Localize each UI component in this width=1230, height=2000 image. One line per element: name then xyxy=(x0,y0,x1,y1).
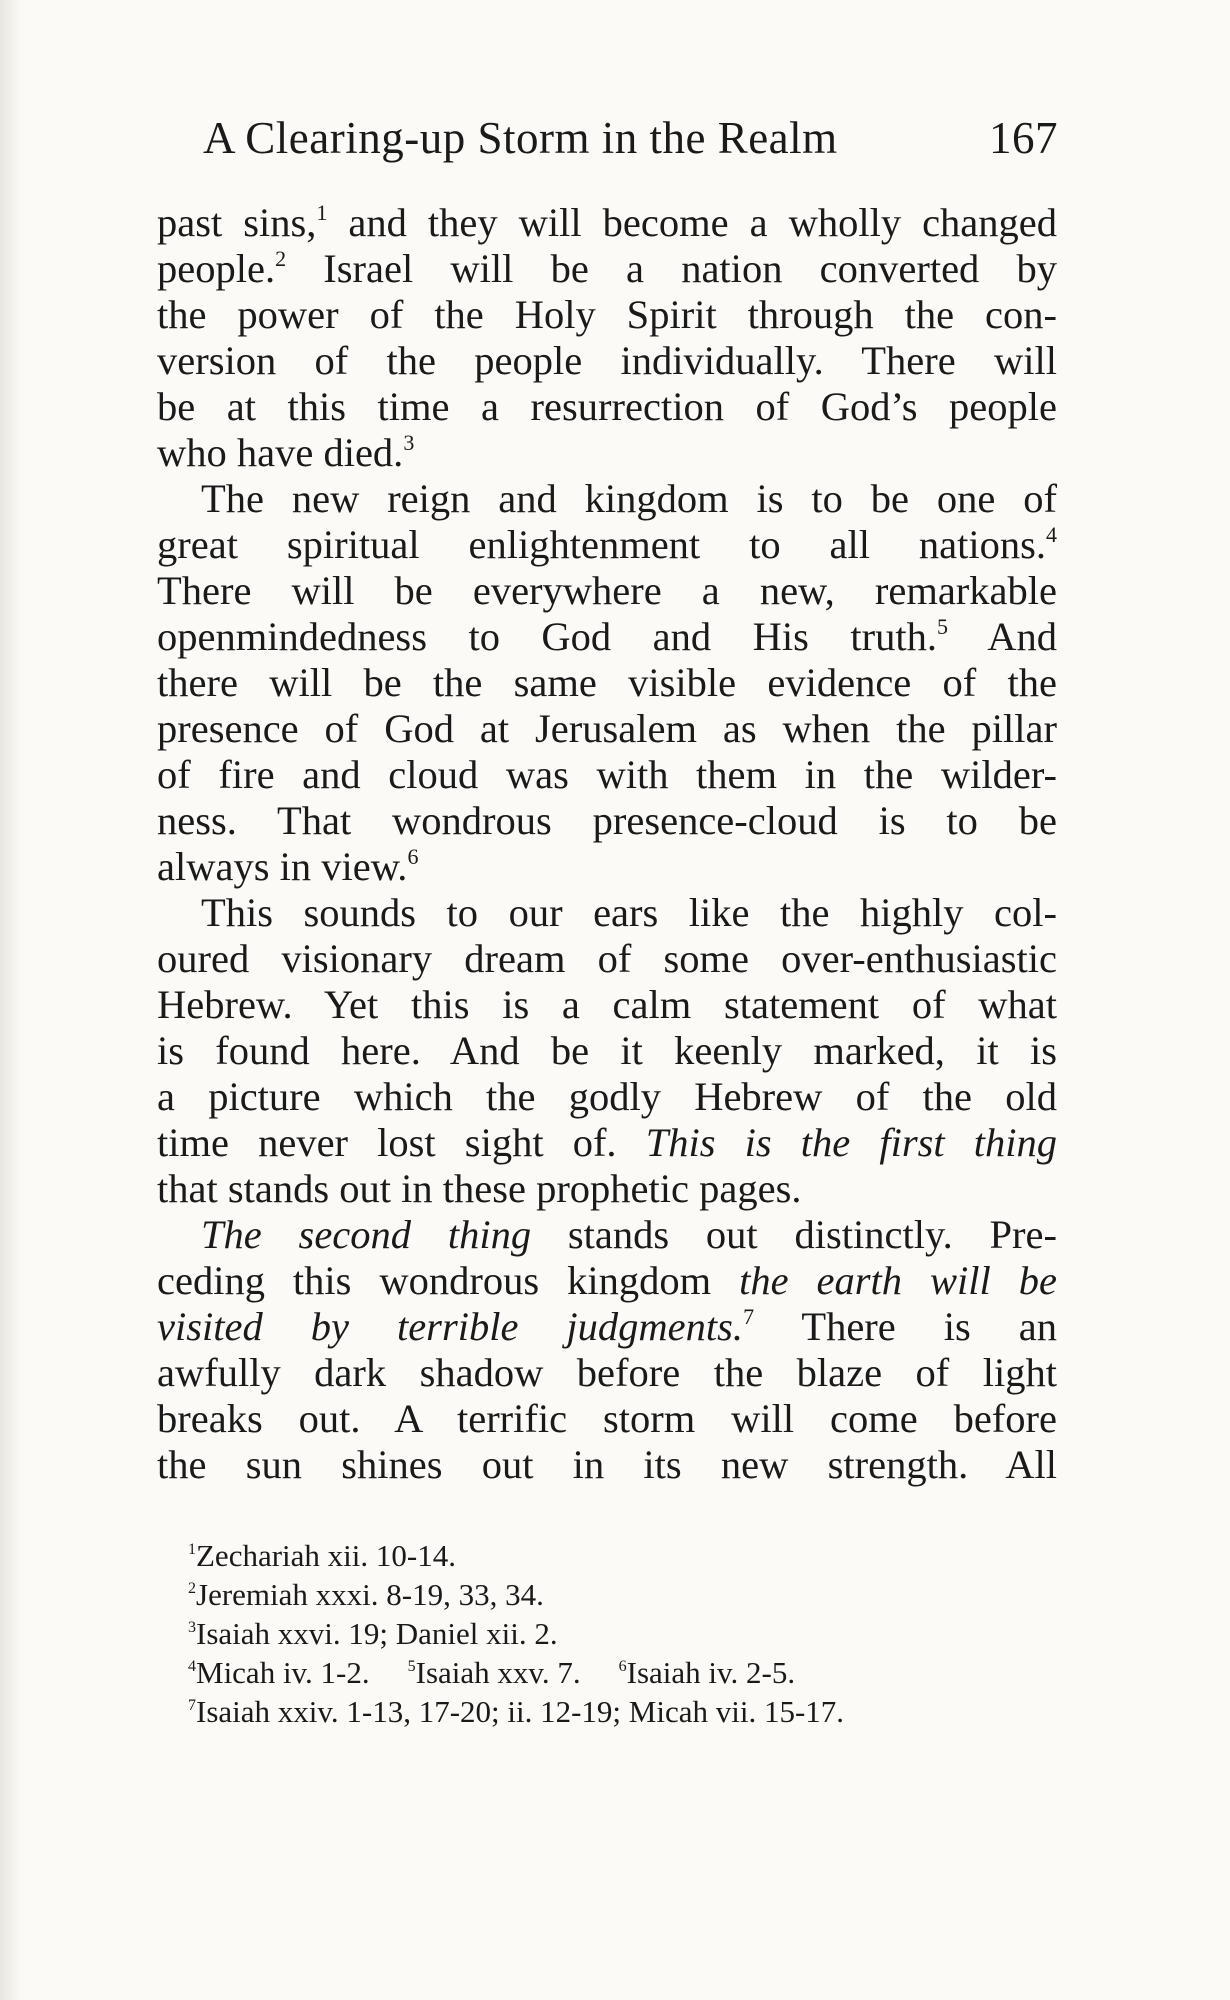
italic-text: The second thing xyxy=(201,1212,532,1257)
text-run: who have died. xyxy=(157,430,404,475)
text-run: be at this time a resurrection of God’s people xyxy=(157,384,1057,429)
body-line xyxy=(157,292,1057,338)
body-line xyxy=(157,1120,1057,1166)
text-run: Isaiah xxiv. 1-13, 17-20; ii. 12-19; Micah vii. 15-17. xyxy=(196,1694,845,1729)
body-line xyxy=(157,660,1057,706)
text-run: of fire and cloud was with them in the wilder- xyxy=(157,752,1057,797)
body-line xyxy=(157,430,1057,476)
text-run: This sounds to our ears like the highly col- xyxy=(201,890,1057,935)
footnote-marker: 5 xyxy=(937,614,948,639)
text-run: Israel will be a nation converted by xyxy=(286,246,1057,291)
body-line xyxy=(157,1212,1057,1258)
body-line xyxy=(157,890,1057,936)
footnote-marker: 3 xyxy=(188,1619,196,1636)
running-title: A Clearing-up Storm in the Realm xyxy=(203,113,838,163)
text-run: There will be everywhere a new, remarkable xyxy=(157,568,1057,613)
footnote-marker: 7 xyxy=(743,1304,755,1329)
running-header xyxy=(203,112,1058,172)
body-line xyxy=(157,936,1057,982)
text-run: always in view. xyxy=(157,844,408,889)
body-line xyxy=(157,522,1057,568)
text-run: ceding this wondrous kingdom xyxy=(157,1258,740,1303)
footnote-marker: 3 xyxy=(403,430,415,455)
italic-text: visited by terrible judgments. xyxy=(157,1304,744,1349)
text-run: Zechariah xii. 10-14. xyxy=(196,1538,456,1573)
italic-text: the earth will be xyxy=(739,1258,1057,1303)
text-run: Isaiah xxv. 7. xyxy=(415,1655,581,1690)
footnote-marker: 4 xyxy=(188,1658,196,1675)
text-run: the power of the Holy Spirit through the con- xyxy=(157,292,1057,337)
text-run: awfully dark shadow before the blaze of light xyxy=(157,1350,1057,1395)
body-line xyxy=(157,1258,1057,1304)
text-run: that stands out in these prophetic pages. xyxy=(157,1166,802,1211)
footnote-marker: 6 xyxy=(407,844,419,869)
text-run: there will be the same visible evidence of the xyxy=(157,660,1057,705)
body-line xyxy=(157,844,1057,890)
body-line xyxy=(157,982,1057,1028)
body-line xyxy=(157,706,1057,752)
footnote-line xyxy=(188,1692,1068,1731)
text-run: and they will become a wholly changed xyxy=(327,200,1058,245)
footnotes xyxy=(188,1536,1068,1731)
body-line xyxy=(157,1028,1057,1074)
body-line xyxy=(157,476,1057,522)
footnote-line xyxy=(188,1575,1068,1614)
body-line xyxy=(157,246,1057,292)
body-line xyxy=(157,1304,1057,1350)
footnote-marker: 5 xyxy=(407,1658,416,1675)
italic-text: This is the first thing xyxy=(645,1120,1057,1165)
footnote-marker: 1 xyxy=(188,1541,196,1558)
body-text xyxy=(157,200,1057,1488)
text-run: great spiritual enlightenment to all nations. xyxy=(157,522,1046,567)
body-line xyxy=(157,200,1057,246)
text-run: a picture which the godly Hebrew of the old xyxy=(157,1074,1057,1119)
page-number: 167 xyxy=(989,113,1058,163)
text-run: is found here. And be it keenly marked, it is xyxy=(157,1028,1057,1073)
footnote-marker: 6 xyxy=(618,1658,627,1675)
footnote-marker: 1 xyxy=(316,200,328,225)
text-run: The new reign and kingdom is to be one of xyxy=(201,476,1057,521)
footnote-line xyxy=(188,1653,1068,1692)
text-run: Jeremiah xxxi. 8-19, 33, 34. xyxy=(196,1577,544,1612)
text-run: time never lost sight of. xyxy=(157,1120,646,1165)
footnote-line xyxy=(188,1614,1068,1653)
footnote-marker: 2 xyxy=(275,246,287,271)
page-edge-shadow xyxy=(0,0,22,2000)
body-line xyxy=(157,614,1057,660)
text-run: presence of God at Jerusalem as when the pillar xyxy=(157,706,1057,751)
text-run: oured visionary dream of some over-enthusiastic xyxy=(157,936,1057,981)
text-run: version of the people individually. There will xyxy=(157,338,1057,383)
body-line xyxy=(157,338,1057,384)
text-run: Hebrew. Yet this is a calm statement of what xyxy=(157,982,1057,1027)
text-run: stands out distinctly. Pre- xyxy=(531,1212,1058,1257)
footnote-marker: 2 xyxy=(188,1580,196,1597)
text-run: breaks out. A terrific storm will come before xyxy=(157,1396,1057,1441)
body-line xyxy=(157,568,1057,614)
text-run: openmindedness to God and His truth. xyxy=(157,614,937,659)
text-run: Micah iv. 1-2. xyxy=(196,1655,370,1690)
text-run: past sins, xyxy=(157,200,317,245)
body-line xyxy=(157,1396,1057,1442)
body-line xyxy=(157,752,1057,798)
footnote-marker: 4 xyxy=(1046,522,1057,547)
footnote-line xyxy=(188,1536,1068,1575)
text-run: Isaiah xxvi. 19; Daniel xii. 2. xyxy=(196,1616,558,1651)
text-run: ness. That wondrous presence-cloud is to be xyxy=(157,798,1057,843)
body-line xyxy=(157,1442,1057,1488)
text-run: There is an xyxy=(754,1304,1058,1349)
footnote-marker: 7 xyxy=(188,1697,196,1714)
body-line xyxy=(157,384,1057,430)
text-run: people. xyxy=(157,246,276,291)
body-line xyxy=(157,798,1057,844)
body-line xyxy=(157,1350,1057,1396)
text-run: Isaiah iv. 2-5. xyxy=(626,1655,796,1690)
body-line xyxy=(157,1074,1057,1120)
text-run: And xyxy=(948,614,1058,659)
body-line xyxy=(157,1166,1057,1212)
text-run: the sun shines out in its new strength. All xyxy=(157,1442,1057,1487)
